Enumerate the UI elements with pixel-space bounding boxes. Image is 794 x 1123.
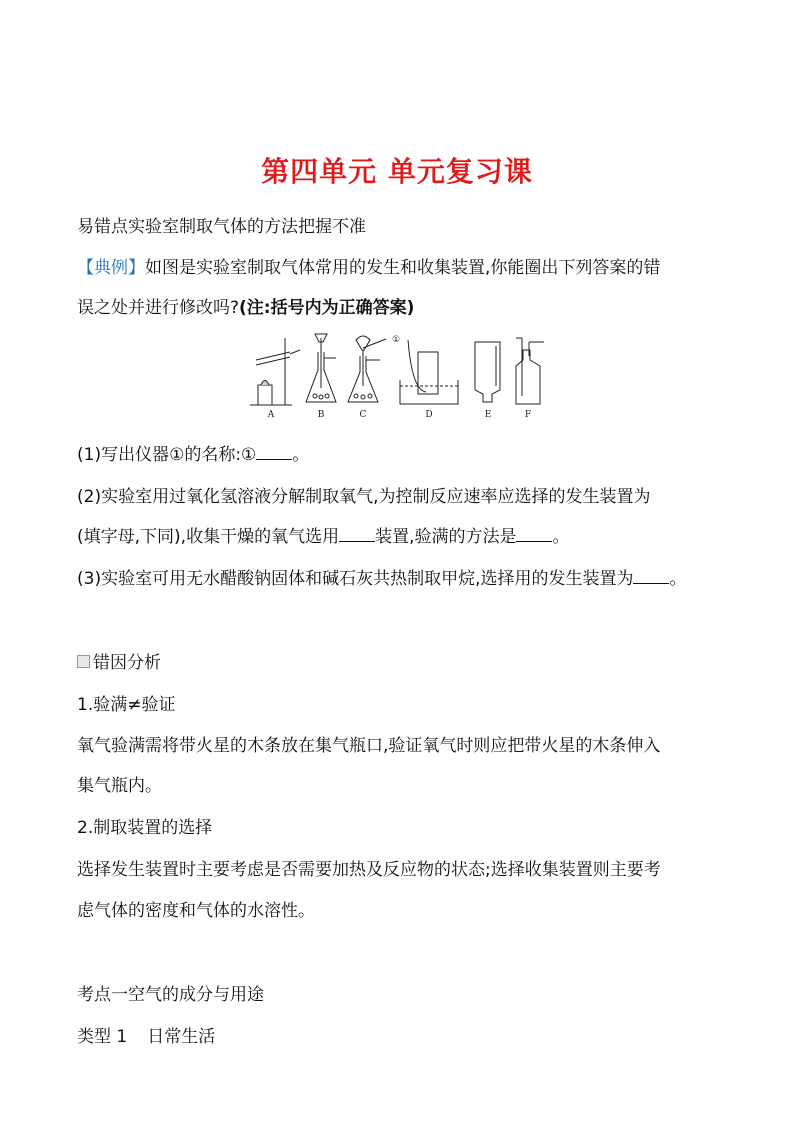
question-3-end: 。: [669, 569, 687, 589]
analysis-point-2-title: 2.制取装置的选择: [77, 818, 213, 838]
question-2-text-b: 装置,验满的方法是: [375, 527, 517, 547]
apparatus-c: [348, 336, 386, 402]
apparatus-b: [306, 334, 336, 402]
question-2-end: 。: [552, 527, 570, 547]
question-1: [77, 440, 309, 465]
analysis-point-1-line-1: 氧气验满需将带火星的木条放在集气瓶口,验证氧气时则应把带火星的木条伸入: [77, 736, 661, 756]
apparatus-d: [400, 340, 458, 404]
apparatus-e: [475, 342, 500, 402]
type-name: 日常生活: [147, 1027, 216, 1047]
question-2-line-2: [77, 522, 569, 547]
label-b: B: [317, 410, 325, 420]
marker-one: ①: [392, 335, 401, 345]
question-3: [77, 564, 686, 589]
apparatus-a: [250, 338, 300, 405]
analysis-point-1-line-2: 集气瓶内。: [77, 776, 162, 796]
type-label: 类型 1: [77, 1027, 128, 1047]
apparatus-figure: [240, 330, 560, 422]
answer-blank[interactable]: [633, 569, 669, 584]
example-note: (注:括号内为正确答案): [239, 298, 415, 318]
question-3-text: (3)实验室可用无水醋酸钠固体和碱石灰共热制取甲烷,选择用的发生装置为: [77, 569, 634, 589]
question-1-text: (1)写出仪器①的名称:①: [77, 445, 257, 465]
section-heading: 考点一空气的成分与用途: [77, 985, 264, 1005]
label-e: E: [484, 410, 492, 420]
answer-blank[interactable]: [516, 527, 552, 542]
example-text-1: 如图是实验室制取气体常用的发生和收集装置,你能圈出下列答案的错: [145, 258, 661, 278]
question-2-text-a: (填字母,下同),收集干燥的氧气选用: [77, 527, 340, 547]
example-bracket-label: 【典例】: [77, 258, 145, 278]
label-c: C: [359, 410, 367, 420]
question-2-line-1: (2)实验室用过氧化氢溶液分解制取氧气,为控制反应速率应选择的发生装置为: [77, 487, 651, 507]
example-line-2: [77, 293, 414, 318]
apparatus-f: [516, 338, 544, 404]
analysis-point-2-line-1: 选择发生装置时主要考虑是否需要加热及反应物的状态;选择收集装置则主要考: [77, 860, 661, 880]
example-line-1: [77, 253, 660, 278]
label-f: F: [524, 410, 532, 420]
answer-blank[interactable]: [339, 527, 375, 542]
answer-blank[interactable]: [256, 445, 292, 460]
type-heading: [77, 1022, 215, 1047]
analysis-point-2-line-2: 虑气体的密度和气体的水溶性。: [77, 901, 315, 921]
example-text-2: 误之处并进行修改吗?: [77, 298, 240, 318]
analysis-heading: [77, 648, 161, 673]
label-a: A: [267, 410, 275, 420]
analysis-heading-text: 错因分析: [93, 653, 161, 673]
subtitle: 易错点实验室制取气体的方法把握不准: [77, 217, 366, 237]
analysis-point-1-title: 1.验满≠验证: [77, 695, 176, 715]
question-1-end: 。: [292, 445, 310, 465]
analysis-icon: [77, 655, 90, 668]
page-title: 第四单元 单元复习课: [261, 155, 533, 188]
apparatus-diagram: [240, 330, 560, 422]
label-d: D: [425, 410, 433, 420]
